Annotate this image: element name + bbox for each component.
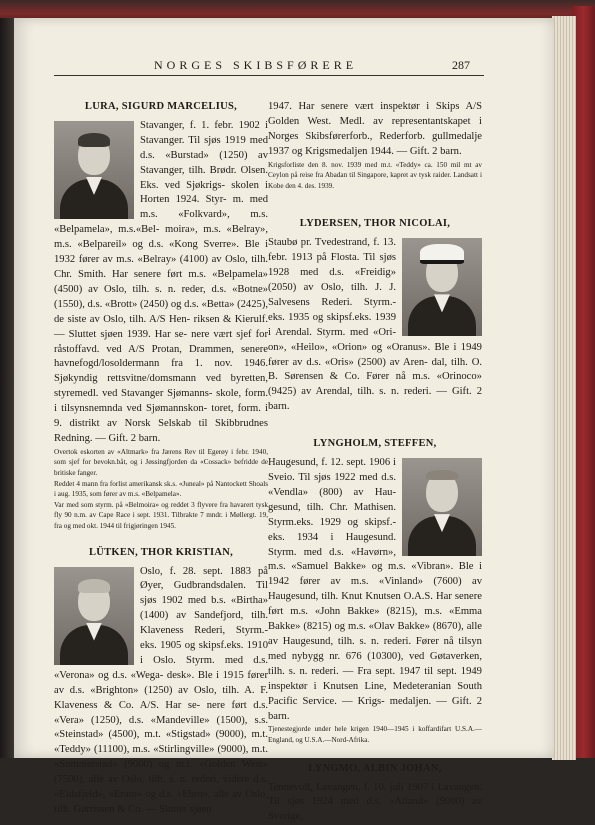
entry-name-lydersen: LYDERSEN, THOR NICOLAI, (268, 217, 482, 232)
entry-note: Reddet 4 mann fra forlist amerikansk sk.s. «Juneal» på Nantockett Shoals i aug. 1935, som fører av m.s. «Belpamela». (54, 479, 268, 500)
entry-note: Overtok eskorten av «Altmark» fra Jærens Rev til Egerøy i febr. 1940, som sjef for bevokn.båt, og i Jøssingfjorden da «Cossack» befridde de britiske fanger. (54, 447, 268, 479)
entry-text-lydersen: Staubø pr. Tvedestrand, f. 13. febr. 1913 på Flosta. Til sjøs 1928 med d.s. «Freidig» (2050) av Oslo, tilh. J. J. Salvesens Rederi. Styrm.- eks. 1935 og skipsf.eks. 1939 i Arendal. Styrm. med «Ori- on», «Heilo», «Orion» og «Oranus». Ble i 1949 fører av d.s. «Oris» (2500) av Aren- dal, tilh. O. B. Sørensen & Co. Fører nå m.s. «Orinoco» (9425) av Arendal, tilh. s. n. rederi. — Gift. 2 barn. (268, 236, 482, 415)
running-title: NORGES SKIBSFØRERE (154, 58, 357, 73)
entry-text-lyngholm: Haugesund, f. 12. sept. 1906 i Sveio. Til sjøs 1922 med d.s. «Vendla» (800) av Hau- gesund, tilh. Chr. Mathisen. Styrm.eks. 1929 og skipsf.- eks. 1934 i Haugesund. Styrm. med d.s. «Havørn», m.s. «Samuel Bakke» og m.s. «Vibran». Ble i 1942 fører av m.s. «Vinland» (7600) av Haugesund, tilh. Knut Knutsen O.A.S. Har senere ført m.s. «John Bakke» (8215), m.s. «Emma Bakke» (8215) og m.s. «Olav Bakke» (8670), alle av Haugesund, tilh. s. n. rederi. Fører nå tilsyn med nybygg nr. 676 (10300), ved Gøtaverken, tilh. s. n. rederi. — Fra sept. 1947 til sept. 1949 inspektør i Knutsen Line, Medeteranian South Pacific Service. — Krigs- medaljen. — Gift. 2 barn. (268, 456, 482, 724)
entry-name-lyngmo: LYNGMO, ALBIN JOHAN, (268, 762, 482, 777)
portrait-hair (78, 579, 110, 593)
entry-note: Var med som styrm. på «Belmoira» og reddet 3 flyvere fra havarert tysk fly 90 n.m. av Cape Race i sept. 1931. Tilbrakte 7 mndr. i Møllergt. 19, fra og med okt. 1944 til frigjøringen 1945. (54, 500, 268, 532)
portrait-photo-lura (54, 121, 134, 219)
header-rule (54, 75, 484, 76)
entry-note: Tjenestegjorde under hele krigen 1940—1945 i koffardifart U.S.A.—England, og U.S.A.—Nord-Afrika. (268, 724, 482, 745)
entry-text-lutken-cont: 1947. Har senere vært inspektør i Skips A/S Golden West. Medl. av representantskapet i Norges Skibsførerforb., Rederforb. gullmedalje 1937 og Krigsmedaljen 1944. — Gift. 2 barn. (268, 100, 482, 160)
book-page (14, 18, 554, 758)
entry-name-lutken: LÜTKEN, THOR KRISTIAN, (54, 546, 268, 561)
entry-name-lura: LURA, SIGURD MARCELIUS, (54, 100, 268, 115)
entry-text-lutken: Oslo, f. 28. sept. 1883 på Øyer, Gudbrandsdalen. Til sjøs 1902 med b.s. «Birtha» (1400) av Sandefjord, tilh. Klaveness Rederi, Styrm.- eks. 1905 og skipsf.eks. 1910 i Oslo. Styrm. med d.s. «Verona» og d.s. «Wega- desk». Ble i 1915 fører av d.s. «Brighton» (1250) av Oslo, tilh. A. F. Klaveness & Co. A/S. Har se- nere ført d.s. «Vera» (1250), d.s. «Mandeville» (1500), s.s. «Steinstad» (4500), m.t. «Stigstad» (9000), m.t. «Teddy» (11100), m.s. «Stirlingville» (9000), m.t. «Sommerstad» (9000) og m.t. «Golden West» (7500), alle av Oslo, tilh. s. n. rederi, videre d.s. «Eidsfjeld», «Erato» og d.s. «Ebro», alle av Oslo, tilh. Gørrissen & Co. — Sluttet sjøen (54, 565, 268, 818)
portrait-cap (420, 244, 464, 264)
column-right (268, 88, 482, 825)
portrait-photo-lyngholm (402, 458, 482, 556)
entry-text-lyngmo: Tennevoll, Lavangen, f. 10. juli 1907 i Lavangen. Til sjøs 1924 med d.s. «Atland» (9000) av Sverige, (268, 781, 482, 825)
entry-text-lura: Stavanger, f. 1. febr. 1902 i Stavanger. Til sjøs 1919 med d.s. «Burstad» (1250) av Stavanger, tilh. Brødr. Olsen. Eks. ved Sjøkrigs- skolen i Horten 1924. Styr- m. med m.s. «Folkvard», m.s. «Belpamela», m.s.«Bel- moira», m.s. «Belray», m.s. «Belpareil» og d.s. «Kong Sverre». Ble i 1932 fører av m.s. «Belray» (4100) av Oslo, tilh. Chr. Smith. Har senere ført m.s. «Belpamela» (4500) av Oslo, tilh. s. n. reder, d.s. «Botne» (1550), d.s. «Brott» (2450) og d.s. «Betta» (2425), de siste av Oslo, tilh. A/S Hen- riksen & Kierulf. — Sluttet sjøen 1939. Har se- nere vært sjef for råstoffavd. ved A/S Protan, Drammen, senere havnefogd/losoldermann fra 1. nov. 1946. Sjøkyndig rettsvitne/domsmann ved byretten, styremedl. ved Stavanger Sjømanns- skole, form. i tilsynsnemnda ved Sjømannskon- toret, form. i 9. distrikt av Norsk Selskab til Skibbrudnes Redning. — Gift. 2 barn. (54, 119, 268, 447)
entry-note: Krigsforliste den 8. nov. 1939 med m.t. «Teddy» ca. 150 mil mt av Ceylon på reise fra Abadan til Singapore, kapret av tysk raider. Landsatt i Kobe den 4. des. 1939. (268, 160, 482, 192)
column-left (54, 88, 268, 818)
portrait-hair (78, 133, 110, 147)
gutter-shadow (0, 18, 14, 758)
entry-name-lyngholm: LYNGHOLM, STEFFEN, (268, 437, 482, 452)
portrait-hair (426, 470, 458, 480)
page-number: 287 (452, 58, 470, 73)
portrait-photo-lutken (54, 567, 134, 665)
page-stack (552, 16, 576, 760)
portrait-photo-lydersen (402, 238, 482, 336)
